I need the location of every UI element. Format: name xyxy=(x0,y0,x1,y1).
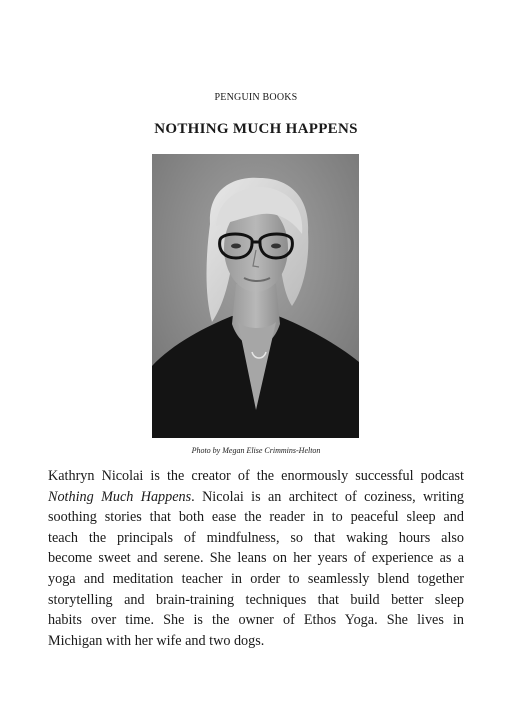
author-photo xyxy=(152,154,359,438)
bio-line xyxy=(48,487,464,508)
bio-line: storytelling and brain-training techniques that build better sleep xyxy=(48,591,464,608)
bio-line: soothing stories that both ease the reader in to peaceful sleep and xyxy=(48,509,464,526)
podcast-title: Nothing Much Happens xyxy=(48,488,192,505)
author-bio xyxy=(48,466,464,651)
bio-line: yoga and meditation teacher in order to seamlessly blend together xyxy=(48,570,464,587)
bio-line: Kathryn Nicolai is the creator of the enormously successful podcast xyxy=(48,468,464,484)
publisher-name: PENGUIN BOOKS xyxy=(214,92,298,103)
bio-line: become sweet and serene. She leans on her years of experience as a xyxy=(48,550,464,567)
bio-text: . Nicolai is an architect of coziness, writing xyxy=(191,488,465,505)
book-title: NOTHING MUCH HAPPENS xyxy=(154,121,358,137)
bio-line: habits over time. She is the owner of Ethos Yoga. She lives in xyxy=(48,612,464,629)
photo-credit: Photo by Megan Elise Crimmins-Helton xyxy=(191,446,321,455)
bio-line: teach the principals of mindfulness, so that waking hours also xyxy=(48,529,464,546)
bio-line: Michigan with her wife and two dogs. xyxy=(48,632,265,649)
